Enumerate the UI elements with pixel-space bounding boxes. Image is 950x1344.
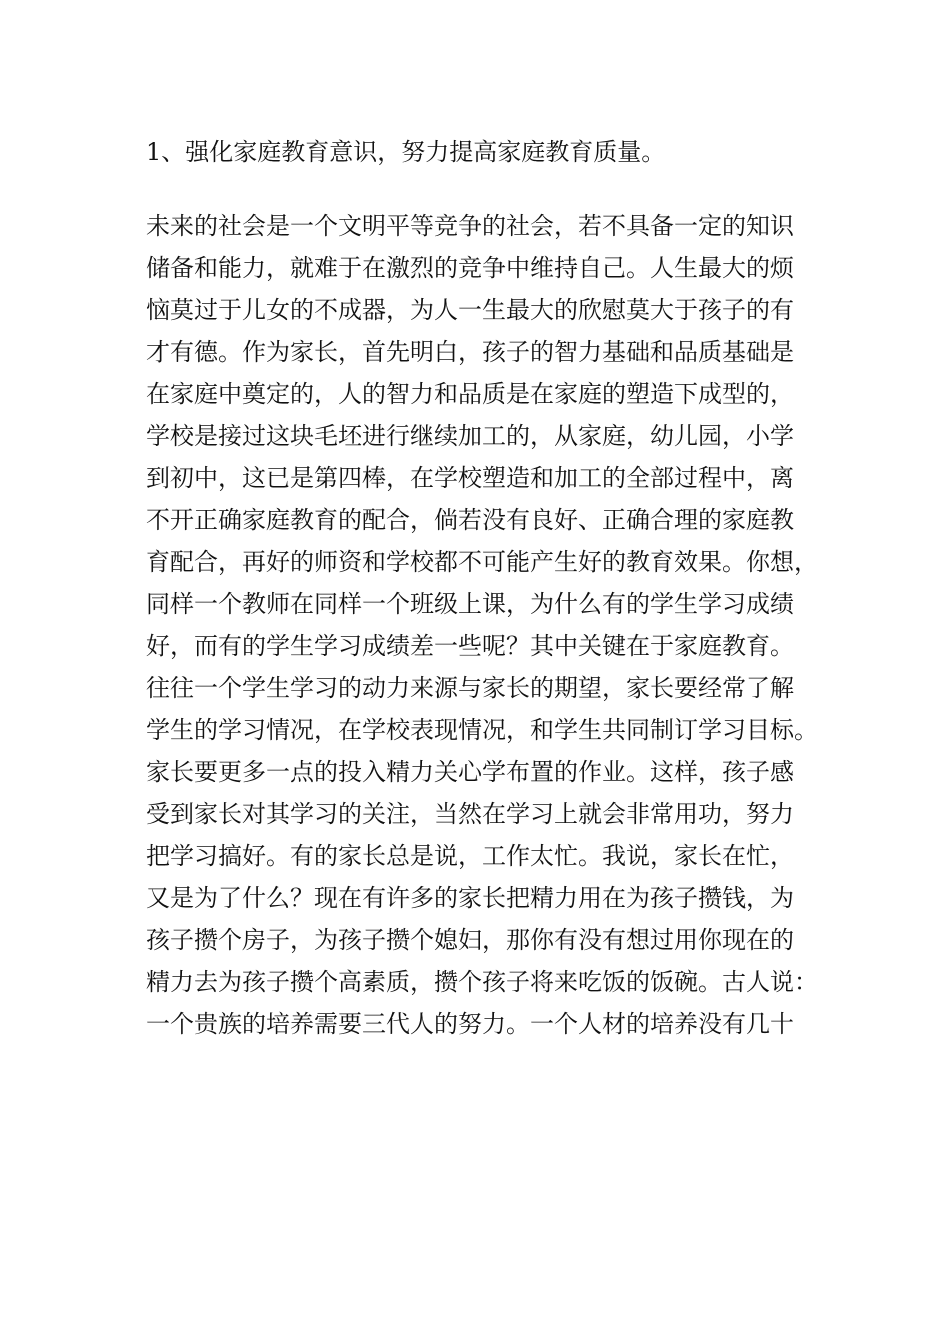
paragraph-line: 学生的学习情况，在学校表现情况，和学生共同制订学习目标。 [146,716,818,744]
paragraph-line: 一个贵族的培养需要三代人的努力。一个人材的培养没有几十 [146,1010,794,1038]
paragraph-line: 同样一个教师在同样一个班级上课，为什么有的学生学习成绩 [146,590,794,618]
paragraph-line: 孩子攒个房子，为孩子攒个媳妇，那你有没有想过用你现在的 [146,926,794,954]
paragraph-line: 好，而有的学生学习成绩差一些呢？其中关键在于家庭教育。 [146,632,794,660]
paragraph-line: 把学习搞好。有的家长总是说，工作太忙。我说，家长在忙， [146,842,794,870]
paragraph-line: 学校是接过这块毛坯进行继续加工的，从家庭，幼儿园，小学 [146,422,794,450]
paragraph-line: 精力去为孩子攒个高素质，攒个孩子将来吃饭的饭碗。古人说： [146,968,818,996]
paragraph-line: 又是为了什么？现在有许多的家长把精力用在为孩子攒钱，为 [146,884,794,912]
paragraph-line: 往往一个学生学习的动力来源与家长的期望，家长要经常了解 [146,674,794,702]
paragraph-line: 不开正确家庭教育的配合，倘若没有良好、正确合理的家庭教 [146,506,794,534]
paragraph-line: 家长要更多一点的投入精力关心学布置的作业。这样，孩子感 [146,758,794,786]
paragraph-line: 才有德。作为家长，首先明白，孩子的智力基础和品质基础是 [146,338,794,366]
paragraph-line: 育配合，再好的师资和学校都不可能产生好的教育效果。你想， [146,548,818,576]
paragraph-line: 在家庭中奠定的，人的智力和品质是在家庭的塑造下成型的， [146,380,794,408]
paragraph-line: 未来的社会是一个文明平等竞争的社会，若不具备一定的知识 [146,212,794,240]
paragraph-line: 恼莫过于儿女的不成器，为人一生最大的欣慰莫大于孩子的有 [146,296,794,324]
paragraph-line: 储备和能力，就难于在激烈的竞争中维持自己。人生最大的烦 [146,254,794,282]
paragraph-line: 受到家长对其学习的关注，当然在学习上就会非常用功，努力 [146,800,794,828]
section-heading: 1、强化家庭教育意识，努力提高家庭教育质量。 [146,138,666,166]
body-paragraph [146,205,816,1045]
paragraph-line: 到初中，这已是第四棒，在学校塑造和加工的全部过程中，离 [146,464,794,492]
